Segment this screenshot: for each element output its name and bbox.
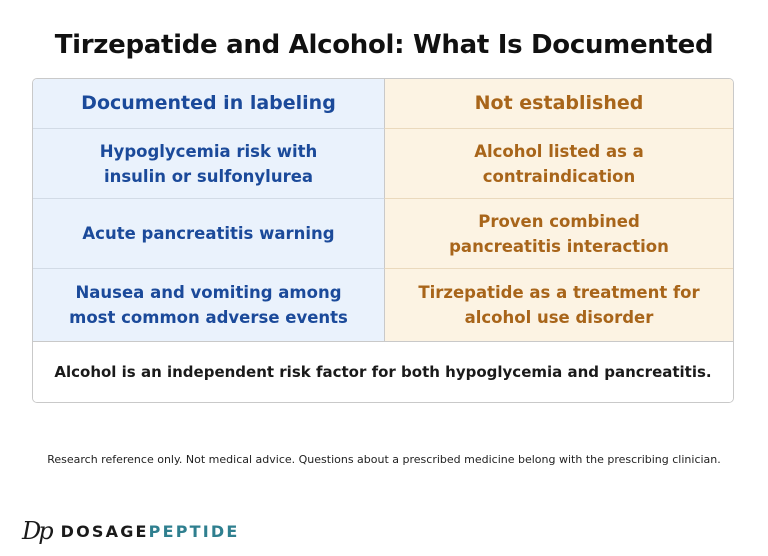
comparison-table (32, 78, 734, 403)
brand-name (61, 522, 240, 541)
not-established-item-interaction (384, 198, 733, 268)
brand-name-part1: DOSAGE (60, 521, 149, 541)
table-footer-note: Alcohol is an independent risk factor for both hypoglycemia and pancreatitis. (33, 341, 733, 402)
brand-logo (22, 516, 240, 546)
brand-name-part2: PEPTIDE (148, 521, 240, 541)
brand-mark-icon: Dp (22, 517, 51, 545)
cell-text: Hypoglycemia risk with insulin or sulfonylurea (99, 141, 318, 186)
cell-text: Proven combined pancreatitis interaction (449, 211, 669, 256)
cell-text: Tirzepatide as a treatment for alcohol use disorder (418, 283, 700, 327)
cell-text: Nausea and vomiting among most common adverse events (69, 283, 348, 327)
left-column-header: Documented in labeling (33, 79, 384, 128)
not-established-item-contraindication (384, 128, 733, 198)
documented-item-nausea (33, 268, 384, 341)
disclaimer: Research reference only. Not medical advice. Questions about a prescribed medicine belong with the prescribing clinician. (47, 453, 721, 466)
not-established-item-aud-treatment (384, 268, 733, 341)
documented-item-pancreatitis (33, 198, 384, 268)
cell-text: Acute pancreatitis warning (82, 224, 335, 243)
cell-text: Alcohol listed as a contraindication (474, 141, 644, 186)
documented-item-hypoglycemia (33, 128, 384, 198)
right-column-header: Not established (384, 79, 733, 128)
page-title: Tirzepatide and Alcohol: What Is Documented (54, 30, 714, 60)
